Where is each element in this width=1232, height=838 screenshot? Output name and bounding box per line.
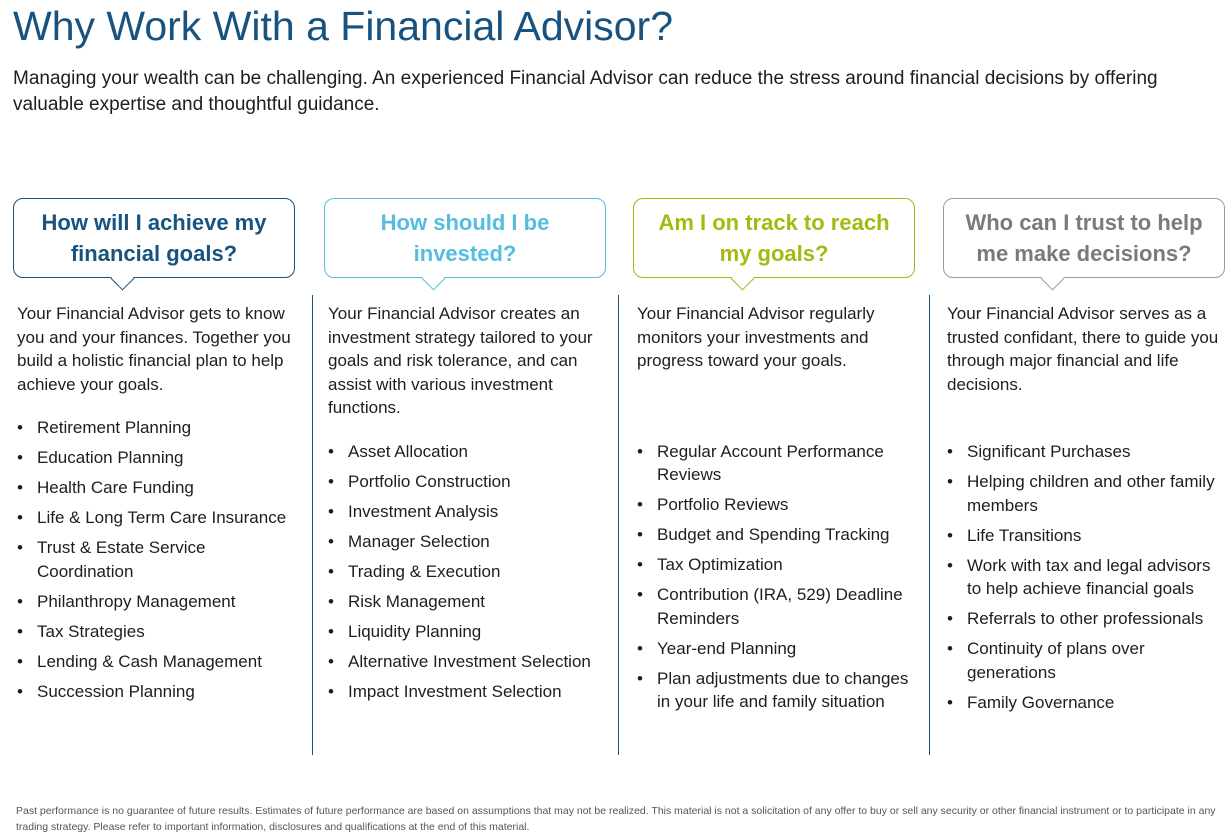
list-item: • Retirement Planning	[17, 416, 299, 440]
list-item: • Helping children and other family members	[947, 470, 1229, 517]
intro-text: Managing your wealth can be challenging. An experienced Financial Advisor can reduce the stress around financial decisions by offering valuable expertise and thoughtful guidance.	[13, 68, 1158, 115]
list-item: • Impact Investment Selection	[328, 680, 610, 704]
question-bubble: How should I be invested?	[324, 198, 606, 278]
question-bubble: Am I on track to reach my goals?	[633, 198, 915, 278]
footer-disclaimer: Past performance is no guarantee of future results. Estimates of future performance are based on assumptions that may not be realized. This material is not a solicitation of any offer to buy or sell any security or other financial instrument or to participate in any trading strategy. Please refer to important information, disclosures and qualifications at the end of this material.	[16, 805, 1216, 833]
list-item: • Life & Long Term Care Insurance	[17, 506, 299, 530]
services-list	[17, 416, 299, 703]
column-description: Your Financial Advisor gets to know you and your finances. Together you build a holistic financial plan to help achieve your goals.	[17, 304, 291, 394]
list-item: • Lending & Cash Management	[17, 650, 299, 674]
list-item: • Portfolio Construction	[328, 470, 610, 494]
list-item: • Manager Selection	[328, 530, 610, 554]
column-invested	[324, 198, 616, 710]
list-item: • Referrals to other professionals	[947, 607, 1229, 631]
column-description: Your Financial Advisor serves as a trusted confidant, there to guide you through major financial and life decisions.	[947, 304, 1219, 394]
column-divider	[618, 295, 619, 755]
column-trust	[943, 198, 1232, 721]
list-item: • Tax Strategies	[17, 620, 299, 644]
list-item: • Family Governance	[947, 691, 1229, 715]
list-item: • Trading & Execution	[328, 560, 610, 584]
column-divider	[929, 295, 930, 755]
column-description: Your Financial Advisor regularly monitors your investments and progress toward your goals.	[637, 304, 875, 370]
list-item: • Tax Optimization	[637, 553, 919, 577]
column-divider	[312, 295, 313, 755]
list-item: • Trust & Estate Service Coordination	[17, 536, 299, 583]
list-item: • Regular Account Performance Reviews	[637, 440, 919, 487]
list-item: • Investment Analysis	[328, 500, 610, 524]
list-item: • Philanthropy Management	[17, 590, 299, 614]
list-item: • Portfolio Reviews	[637, 493, 919, 517]
column-description: Your Financial Advisor creates an investment strategy tailored to your goals and risk tolerance, and can assist with various investment functions.	[328, 304, 593, 417]
services-list	[328, 440, 610, 704]
list-item: • Succession Planning	[17, 680, 299, 704]
list-item: • Asset Allocation	[328, 440, 610, 464]
question-bubble: How will I achieve my financial goals?	[13, 198, 295, 278]
list-item: • Significant Purchases	[947, 440, 1229, 464]
list-item: • Year-end Planning	[637, 637, 919, 661]
list-item: • Plan adjustments due to changes in your life and family situation	[637, 667, 919, 714]
list-item: • Work with tax and legal advisors to help achieve financial goals	[947, 554, 1229, 601]
services-list	[637, 440, 919, 714]
list-item: • Alternative Investment Selection	[328, 650, 610, 674]
list-item: • Life Transitions	[947, 524, 1229, 548]
question-bubble: Who can I trust to help me make decisions?	[943, 198, 1225, 278]
column-achieve-goals	[13, 198, 305, 710]
column-on-track	[633, 198, 925, 720]
list-item: • Liquidity Planning	[328, 620, 610, 644]
list-item: • Budget and Spending Tracking	[637, 523, 919, 547]
list-item: • Health Care Funding	[17, 476, 299, 500]
list-item: • Contribution (IRA, 529) Deadline Reminders	[637, 583, 919, 630]
services-list	[947, 440, 1229, 714]
page-title: Why Work With a Financial Advisor?	[13, 3, 674, 49]
list-item: • Education Planning	[17, 446, 299, 470]
list-item: • Risk Management	[328, 590, 610, 614]
list-item: • Continuity of plans over generations	[947, 637, 1229, 684]
